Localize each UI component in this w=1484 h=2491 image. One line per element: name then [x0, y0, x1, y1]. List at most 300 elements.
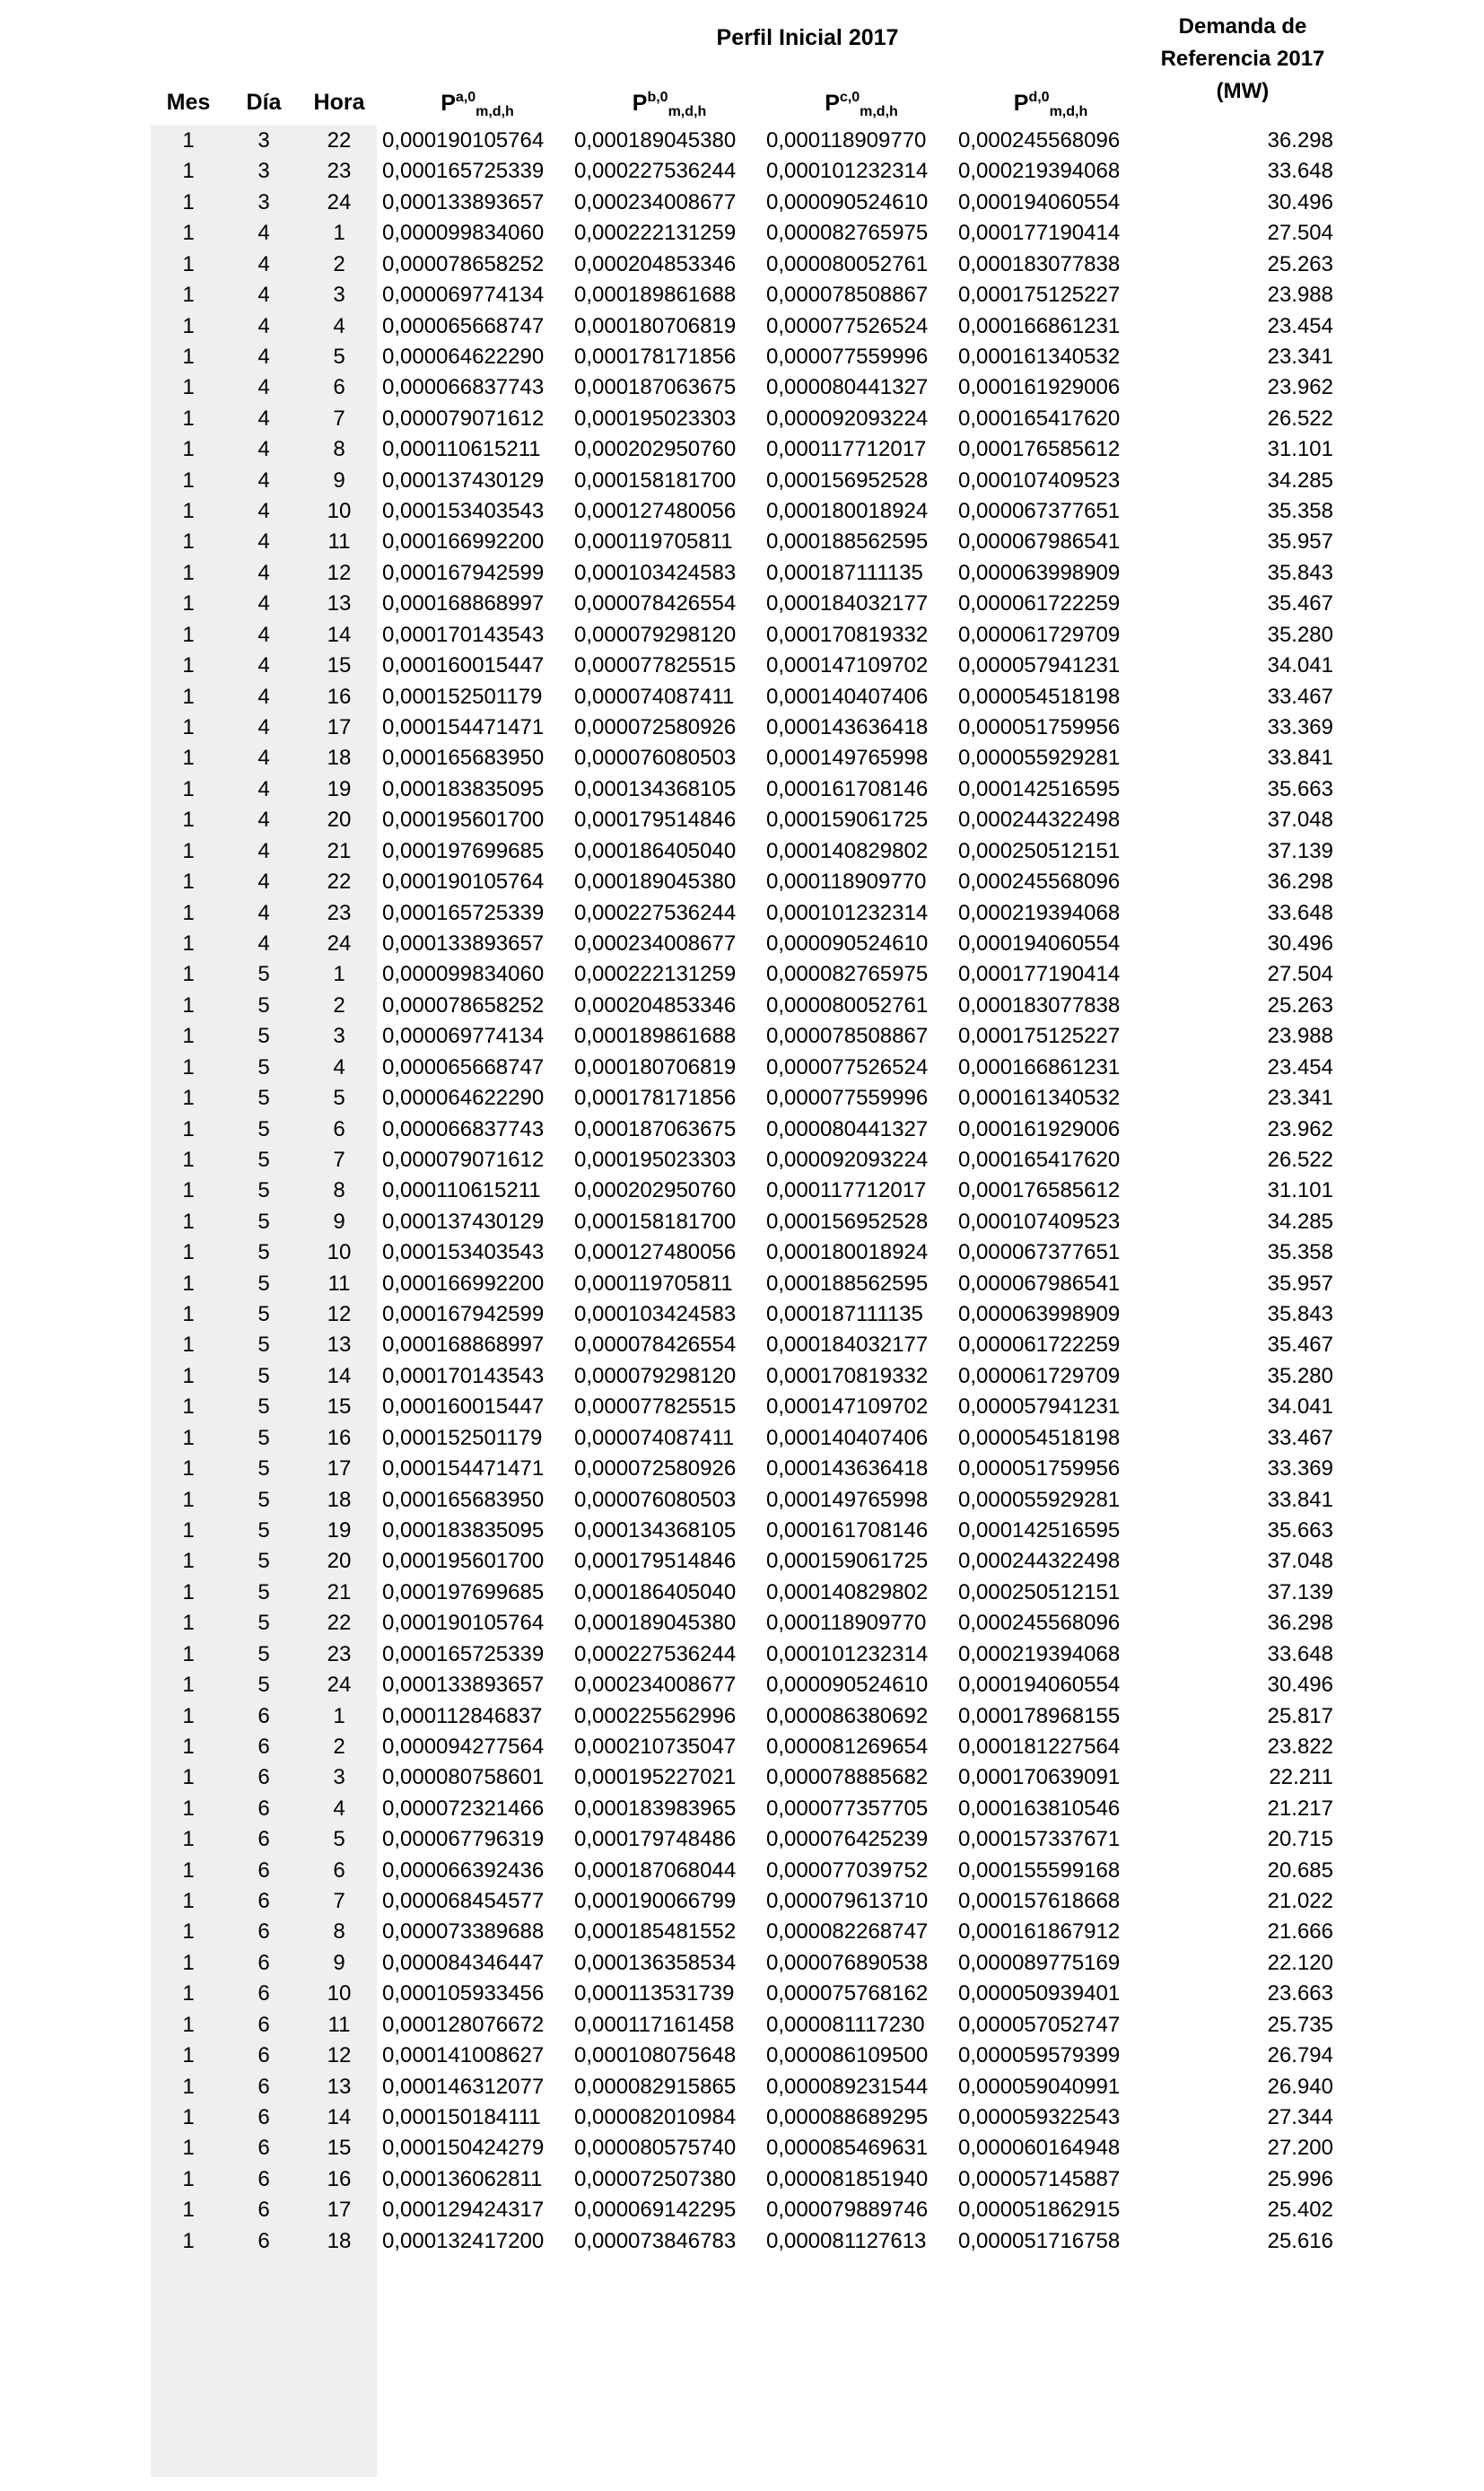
cell-pa: 0,000132417200: [382, 2228, 545, 2253]
cell-pc: 0,000118909770: [766, 870, 927, 895]
cell-pd: 0,000166861231: [958, 1054, 1121, 1079]
cell-pa: 0,000105933456: [382, 1981, 545, 2006]
cell-dia: 6: [258, 2043, 270, 2068]
cell-pb: 0,000187063675: [574, 1116, 737, 1141]
cell-demanda: 22.120: [1267, 1950, 1333, 1975]
cell-mes: 1: [182, 1425, 195, 1450]
cell-pd: 0,000051759956: [958, 1456, 1121, 1481]
table-row: [0, 1207, 1484, 1237]
cell-pa: 0,000166992200: [382, 529, 545, 555]
cell-mes: 1: [182, 808, 195, 833]
cell-pa: 0,000150424279: [382, 2136, 545, 2161]
cell-pa: 0,000110615211: [382, 437, 541, 462]
cell-demanda: 33.648: [1267, 900, 1333, 925]
cell-mes: 1: [182, 1240, 195, 1265]
cell-pd: 0,000061722259: [958, 1333, 1121, 1358]
table-row: [0, 1114, 1484, 1145]
cell-dia: 6: [258, 2228, 270, 2253]
cell-pc: 0,000156952528: [766, 468, 929, 493]
cell-hora: 2: [333, 992, 345, 1018]
cell-pb: 0,000158181700: [574, 1209, 737, 1234]
cell-dia: 6: [258, 1857, 270, 1883]
table-row: [0, 991, 1484, 1021]
cell-demanda: 23.988: [1267, 1024, 1333, 1049]
cell-mes: 1: [182, 1054, 195, 1079]
cell-hora: 24: [327, 189, 352, 214]
cell-pa: 0,000065668747: [382, 1054, 545, 1079]
cell-pc: 0,000187111135: [766, 560, 923, 585]
cell-demanda: 25.263: [1267, 251, 1333, 276]
cell-pb: 0,000234008677: [574, 189, 737, 214]
cell-hora: 7: [333, 406, 345, 431]
cell-pb: 0,000082915865: [574, 2074, 737, 2099]
table-row: [0, 1176, 1484, 1206]
cell-demanda: 34.041: [1267, 1394, 1333, 1420]
cell-demanda: 35.663: [1267, 1517, 1333, 1543]
table-body: [0, 126, 1484, 2257]
cell-hora: 21: [327, 838, 352, 863]
cell-pd: 0,000051759956: [958, 715, 1121, 740]
cell-dia: 5: [258, 992, 270, 1018]
cell-demanda: 27.200: [1267, 2136, 1333, 2161]
cell-mes: 1: [182, 1333, 195, 1358]
cell-demanda: 25.616: [1267, 2228, 1333, 2253]
cell-hora: 11: [327, 2012, 351, 2037]
cell-pa: 0,000183835095: [382, 1517, 545, 1543]
demand-title-line-3: (MW): [1216, 79, 1270, 103]
cell-demanda: 26.522: [1267, 406, 1333, 431]
table-row: [0, 1330, 1484, 1360]
cell-pa: 0,000141008627: [382, 2043, 545, 2068]
cell-hora: 22: [327, 870, 352, 895]
cell-pc: 0,000101232314: [766, 1641, 929, 1666]
cell-hora: 3: [333, 1024, 345, 1049]
cell-pc: 0,000081127613: [766, 2228, 927, 2253]
cell-pd: 0,000170639091: [958, 1765, 1121, 1790]
cell-demanda: 35.843: [1267, 560, 1333, 585]
cell-pd: 0,000175125227: [958, 1024, 1121, 1049]
cell-pa: 0,000154471471: [382, 1456, 545, 1481]
cell-dia: 4: [258, 622, 270, 647]
cell-dia: 4: [258, 375, 270, 400]
cell-pd: 0,000161340532: [958, 1086, 1121, 1111]
cell-pc: 0,000078885682: [766, 1765, 929, 1790]
cell-mes: 1: [182, 776, 195, 801]
cell-dia: 4: [258, 560, 270, 585]
cell-pb: 0,000134368105: [574, 776, 737, 801]
cell-hora: 18: [327, 2228, 352, 2253]
cell-mes: 1: [182, 1796, 195, 1821]
cell-demanda: 36.298: [1267, 1611, 1333, 1636]
cell-demanda: 26.522: [1267, 1147, 1333, 1172]
pb-superscript: b,0: [647, 90, 668, 105]
cell-pa: 0,000197699685: [382, 1579, 545, 1604]
cell-dia: 5: [258, 1209, 270, 1234]
cell-mes: 1: [182, 1024, 195, 1049]
cell-pb: 0,000187063675: [574, 375, 737, 400]
table-row: [0, 589, 1484, 619]
cell-pd: 0,000177190414: [958, 962, 1121, 987]
cell-mes: 1: [182, 1857, 195, 1883]
cell-dia: 6: [258, 1950, 270, 1975]
cell-pa: 0,000165725339: [382, 1641, 545, 1666]
cell-mes: 1: [182, 1549, 195, 1574]
cell-hora: 17: [327, 2198, 352, 2223]
cell-pc: 0,000081269654: [766, 1734, 929, 1759]
cell-dia: 3: [258, 189, 270, 214]
cell-pc: 0,000076425239: [766, 1827, 929, 1852]
cell-demanda: 35.358: [1267, 499, 1333, 524]
cell-pd: 0,000051862915: [958, 2198, 1121, 2223]
table-row: [0, 1299, 1484, 1330]
cell-hora: 2: [333, 1734, 345, 1759]
table-row: [0, 1917, 1484, 1947]
cell-pb: 0,000189861688: [574, 1024, 737, 1049]
cell-demanda: 21.022: [1267, 1889, 1333, 1914]
cell-pc: 0,000180018924: [766, 1240, 929, 1265]
cell-pc: 0,000078508867: [766, 1024, 929, 1049]
cell-pb: 0,000158181700: [574, 468, 737, 493]
cell-demanda: 23.962: [1267, 375, 1333, 400]
cell-pd: 0,000059579399: [958, 2043, 1121, 2068]
table-row: [0, 1732, 1484, 1762]
cell-hora: 16: [327, 2166, 352, 2191]
cell-pb: 0,000077825515: [574, 1394, 737, 1420]
cell-pc: 0,000118909770: [766, 128, 927, 153]
cell-demanda: 21.217: [1267, 1796, 1333, 1821]
cell-dia: 6: [258, 2136, 270, 2161]
cell-mes: 1: [182, 1178, 195, 1203]
cell-demanda: 35.280: [1267, 622, 1333, 647]
cell-pa: 0,000064622290: [382, 344, 545, 369]
pa-subscript: m,d,h: [476, 104, 514, 119]
cell-mes: 1: [182, 746, 195, 771]
cell-mes: 1: [182, 1271, 195, 1296]
cell-pc: 0,000140829802: [766, 1579, 929, 1604]
cell-pb: 0,000185481552: [574, 1919, 737, 1945]
cell-pb: 0,000136358534: [574, 1950, 737, 1975]
table-row: [0, 1361, 1484, 1392]
cell-pa: 0,000137430129: [382, 468, 545, 493]
cell-pa: 0,000068454577: [382, 1889, 545, 1914]
cell-demanda: 34.041: [1267, 653, 1333, 678]
cell-dia: 4: [258, 715, 270, 740]
pd-superscript: d,0: [1028, 90, 1050, 105]
cell-pa: 0,000167942599: [382, 1302, 545, 1327]
cell-pd: 0,000161340532: [958, 344, 1121, 369]
column-header-pa: [382, 90, 572, 120]
cell-dia: 5: [258, 1611, 270, 1636]
cell-pd: 0,000163810546: [958, 1796, 1121, 1821]
cell-pc: 0,000089231544: [766, 2074, 929, 2099]
cell-demanda: 20.685: [1267, 1857, 1333, 1883]
cell-demanda: 23.988: [1267, 283, 1333, 308]
table-title: Perfil Inicial 2017: [716, 25, 899, 50]
cell-pb: 0,000234008677: [574, 1673, 737, 1698]
cell-pb: 0,000195227021: [574, 1765, 737, 1790]
cell-demanda: 23.962: [1267, 1116, 1333, 1141]
cell-demanda: 20.715: [1267, 1827, 1333, 1852]
cell-mes: 1: [182, 1765, 195, 1790]
cell-dia: 5: [258, 1024, 270, 1049]
cell-demanda: 35.467: [1267, 591, 1333, 616]
cell-dia: 6: [258, 1703, 270, 1728]
cell-mes: 1: [182, 1394, 195, 1420]
cell-demanda: 35.467: [1267, 1333, 1333, 1358]
table-row: [0, 342, 1484, 372]
table-row: [0, 620, 1484, 651]
cell-pd: 0,000067377651: [958, 1240, 1121, 1265]
cell-mes: 1: [182, 1950, 195, 1975]
cell-dia: 5: [258, 1116, 270, 1141]
cell-dia: 5: [258, 1240, 270, 1265]
cell-dia: 5: [258, 1178, 270, 1203]
cell-dia: 4: [258, 251, 270, 276]
cell-dia: 4: [258, 746, 270, 771]
cell-pd: 0,000183077838: [958, 992, 1121, 1018]
cell-pc: 0,000075768162: [766, 1981, 929, 2006]
cell-mes: 1: [182, 1981, 195, 2006]
table-row: [0, 218, 1484, 249]
cell-mes: 1: [182, 2105, 195, 2129]
cell-hora: 24: [327, 931, 352, 956]
cell-pc: 0,000080052761: [766, 251, 929, 276]
table-row: [0, 466, 1484, 496]
cell-pd: 0,000194060554: [958, 931, 1121, 956]
table-row: [0, 311, 1484, 342]
cell-mes: 1: [182, 1579, 195, 1604]
cell-pa: 0,000078658252: [382, 992, 545, 1018]
table-row: [0, 898, 1484, 929]
cell-mes: 1: [182, 900, 195, 925]
cell-pb: 0,000108075648: [574, 2043, 737, 2068]
table-row: [0, 404, 1484, 434]
cell-pb: 0,000202950760: [574, 1178, 737, 1203]
cell-mes: 1: [182, 128, 195, 153]
cell-hora: 5: [333, 344, 345, 369]
cell-hora: 1: [333, 1703, 345, 1728]
cell-dia: 5: [258, 1333, 270, 1358]
cell-pd: 0,000067986541: [958, 529, 1121, 555]
cell-pc: 0,000101232314: [766, 900, 929, 925]
cell-hora: 17: [327, 715, 352, 740]
demand-title-line-1: Demanda de: [1178, 14, 1307, 39]
cell-dia: 4: [258, 931, 270, 956]
cell-dia: 5: [258, 1302, 270, 1327]
table-row: [0, 126, 1484, 156]
cell-hora: 14: [327, 622, 352, 647]
cell-pc: 0,000161708146: [766, 1517, 929, 1543]
cell-pd: 0,000054518198: [958, 1425, 1121, 1450]
cell-pc: 0,000101232314: [766, 159, 929, 184]
cell-hora: 11: [327, 1271, 351, 1296]
cell-pa: 0,000094277564: [382, 1734, 545, 1759]
cell-pb: 0,000189045380: [574, 128, 737, 153]
cell-hora: 23: [327, 900, 352, 925]
cell-mes: 1: [182, 159, 195, 184]
cell-pd: 0,000161929006: [958, 1116, 1121, 1141]
cell-pc: 0,000080052761: [766, 992, 929, 1018]
column-header-pc: [766, 90, 956, 120]
cell-pb: 0,000195023303: [574, 1147, 737, 1172]
cell-hora: 21: [327, 1579, 352, 1604]
cell-pc: 0,000140407406: [766, 684, 929, 709]
cell-dia: 4: [258, 870, 270, 895]
cell-pc: 0,000077559996: [766, 1086, 929, 1111]
cell-pa: 0,000153403543: [382, 1240, 545, 1265]
cell-hora: 4: [333, 1796, 345, 1821]
cell-pa: 0,000133893657: [382, 189, 545, 214]
cell-pa: 0,000079071612: [382, 406, 545, 431]
cell-mes: 1: [182, 962, 195, 987]
cell-hora: 19: [327, 776, 352, 801]
cell-pd: 0,000165417620: [958, 1147, 1121, 1172]
cell-mes: 1: [182, 1703, 195, 1728]
cell-hora: 1: [333, 221, 345, 246]
cell-pd: 0,000181227564: [958, 1734, 1121, 1759]
cell-pb: 0,000069142295: [574, 2198, 737, 2223]
cell-pa: 0,000183835095: [382, 776, 545, 801]
table-row: [0, 434, 1484, 465]
cell-pd: 0,000166861231: [958, 313, 1121, 338]
cell-demanda: 25.817: [1267, 1703, 1333, 1728]
cell-demanda: 21.666: [1267, 1919, 1333, 1945]
cell-pb: 0,000195023303: [574, 406, 737, 431]
cell-pd: 0,000175125227: [958, 283, 1121, 308]
cell-demanda: 31.101: [1267, 437, 1333, 462]
table-row: [0, 1578, 1484, 1608]
cell-pa: 0,000195601700: [382, 1549, 545, 1574]
cell-pc: 0,000077357705: [766, 1796, 929, 1821]
cell-mes: 1: [182, 1116, 195, 1141]
column-header-pb: [574, 90, 764, 120]
cell-pa: 0,000066392436: [382, 1857, 545, 1883]
cell-demanda: 23.454: [1267, 1054, 1333, 1079]
cell-dia: 4: [258, 684, 270, 709]
column-header-mes: Mes: [166, 90, 211, 115]
cell-hora: 6: [333, 375, 345, 400]
cell-pb: 0,000189045380: [574, 870, 737, 895]
cell-pc: 0,000077039752: [766, 1857, 929, 1883]
cell-hora: 20: [327, 1549, 352, 1574]
cell-pa: 0,000129424317: [382, 2198, 545, 2223]
cell-demanda: 23.341: [1267, 1086, 1333, 1111]
cell-hora: 16: [327, 684, 352, 709]
table-row: [0, 2010, 1484, 2041]
cell-pd: 0,000050939401: [958, 1981, 1121, 2006]
table-row: [0, 1794, 1484, 1824]
cell-pa: 0,000152501179: [382, 1425, 543, 1450]
cell-pa: 0,000146312077: [382, 2074, 545, 2099]
cell-pa: 0,000137430129: [382, 1209, 545, 1234]
cell-pd: 0,000250512151: [958, 1579, 1121, 1604]
cell-pb: 0,000204853346: [574, 992, 737, 1018]
cell-mes: 1: [182, 1673, 195, 1698]
cell-demanda: 26.794: [1267, 2043, 1333, 2068]
cell-dia: 5: [258, 962, 270, 987]
cell-dia: 4: [258, 406, 270, 431]
cell-pd: 0,000161929006: [958, 375, 1121, 400]
cell-mes: 1: [182, 375, 195, 400]
cell-mes: 1: [182, 313, 195, 338]
cell-dia: 5: [258, 1394, 270, 1420]
cell-mes: 1: [182, 2228, 195, 2253]
cell-pa: 0,000168868997: [382, 1333, 545, 1358]
cell-demanda: 33.648: [1267, 1641, 1333, 1666]
cell-mes: 1: [182, 622, 195, 647]
cell-demanda: 33.369: [1267, 1456, 1333, 1481]
cell-dia: 4: [258, 344, 270, 369]
cell-pa: 0,000080758601: [382, 1765, 545, 1790]
cell-mes: 1: [182, 251, 195, 276]
cell-demanda: 33.841: [1267, 1487, 1333, 1512]
cell-hora: 12: [327, 1302, 352, 1327]
table-row: [0, 1762, 1484, 1793]
cell-pb: 0,000119705811: [574, 1271, 733, 1296]
cell-pc: 0,000143636418: [766, 1456, 929, 1481]
cell-demanda: 33.467: [1267, 1425, 1333, 1450]
cell-pd: 0,000067377651: [958, 499, 1121, 524]
cell-pc: 0,000140407406: [766, 1425, 929, 1450]
cell-pb: 0,000210735047: [574, 1734, 737, 1759]
cell-mes: 1: [182, 838, 195, 863]
cell-pb: 0,000076080503: [574, 746, 737, 771]
cell-demanda: 33.841: [1267, 746, 1333, 771]
cell-dia: 4: [258, 499, 270, 524]
cell-demanda: 34.285: [1267, 468, 1333, 493]
cell-pc: 0,000090524610: [766, 189, 929, 214]
cell-pb: 0,000078426554: [574, 591, 737, 616]
cell-dia: 5: [258, 1271, 270, 1296]
cell-hora: 8: [333, 1178, 345, 1203]
pb-subscript: m,d,h: [668, 104, 707, 119]
cell-pd: 0,000183077838: [958, 251, 1121, 276]
table-row: [0, 1979, 1484, 2009]
cell-pa: 0,000099834060: [382, 221, 545, 246]
cell-pd: 0,000161867912: [958, 1919, 1121, 1945]
table-row: [0, 558, 1484, 589]
cell-pb: 0,000072580926: [574, 715, 737, 740]
cell-hora: 11: [327, 529, 351, 555]
cell-pa: 0,000167942599: [382, 560, 545, 585]
cell-dia: 4: [258, 468, 270, 493]
table-row: [0, 651, 1484, 681]
cell-pc: 0,000088689295: [766, 2105, 929, 2129]
pd-base: P: [1013, 91, 1029, 116]
cell-mes: 1: [182, 1487, 195, 1512]
table-row: [0, 682, 1484, 712]
table-row: [0, 1639, 1484, 1670]
cell-dia: 5: [258, 1673, 270, 1698]
cell-pb: 0,000179514846: [574, 808, 737, 833]
cell-hora: 10: [327, 499, 352, 524]
cell-pc: 0,000184032177: [766, 591, 929, 616]
cell-dia: 5: [258, 1517, 270, 1543]
cell-mes: 1: [182, 1889, 195, 1914]
cell-hora: 23: [327, 1641, 352, 1666]
cell-pa: 0,000170143543: [382, 1363, 545, 1388]
cell-pc: 0,000078508867: [766, 283, 929, 308]
table-row: [0, 1083, 1484, 1114]
table-row: [0, 1053, 1484, 1083]
cell-pd: 0,000059040991: [958, 2074, 1121, 2099]
table-row: [0, 929, 1484, 959]
cell-hora: 4: [333, 313, 345, 338]
cell-dia: 5: [258, 1147, 270, 1172]
cell-dia: 5: [258, 1641, 270, 1666]
table-row: [0, 2164, 1484, 2195]
table-row: [0, 805, 1484, 835]
